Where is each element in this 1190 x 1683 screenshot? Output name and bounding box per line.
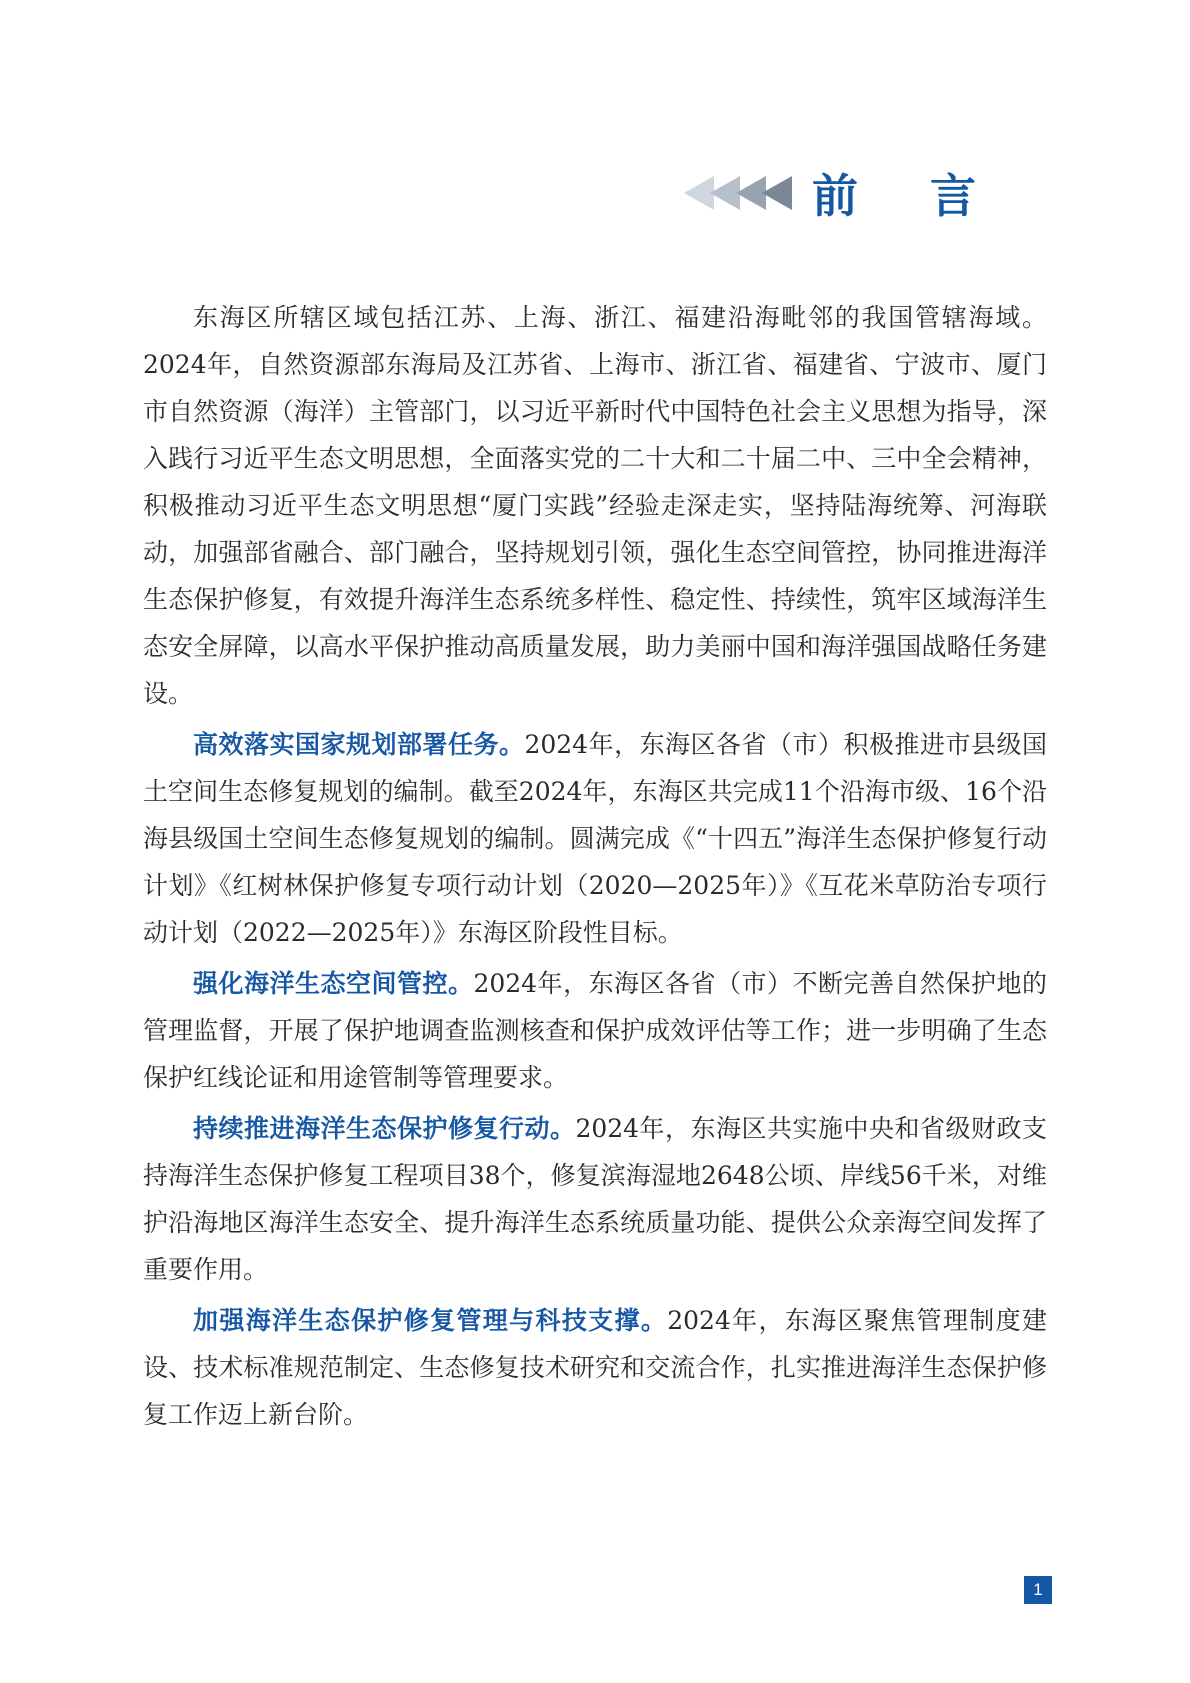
paragraph-lead: 高效落实国家规划部署任务。 — [193, 730, 525, 759]
paragraph — [143, 721, 1047, 956]
paragraph — [143, 1105, 1047, 1293]
paragraph-text: 2024年，东海区共实施中央和省级财政支持海洋生态保护修复工程项目38个，修复滨海湿地2648公顷、岸线56千米，对维护沿海地区海洋生态安全、提升海洋生态系统质量功能、提供公众亲海空间发挥了重要作用。 — [143, 1114, 1047, 1284]
section-heading — [688, 160, 1004, 226]
paragraph — [143, 960, 1047, 1101]
page-title: 前 言 — [811, 169, 1004, 223]
paragraph — [143, 1297, 1047, 1438]
paragraph-text: 东海区所辖区域包括江苏、上海、浙江、福建沿海毗邻的我国管辖海域。2024年，自然资源部东海局及江苏省、上海市、浙江省、福建省、宁波市、厦门市自然资源（海洋）主管部门，以习近平新时代中国特色社会主义思想为指导，深入践行习近平生态文明思想，全面落实党的二十大和二十届二中、三中全会精神，积极推动习近平生态文明思想“厦门实践”经验走深走实，坚持陆海统筹、河海联动，加强部省融合、部门融合，坚持规划引领，强化生态空间管控，协同推进海洋生态保护修复，有效提升海洋生态系统多样性、稳定性、持续性，筑牢区域海洋生态安全屏障，以高水平保护推动高质量发展，助力美丽中国和海洋强国战略任务建设。 — [143, 303, 1047, 708]
decorative-arrows-icon — [688, 176, 792, 210]
paragraph-text: 2024年，东海区聚焦管理制度建设、技术标准规范制定、生态修复技术研究和交流合作，扎实推进海洋生态保护修复工作迈上新台阶。 — [143, 1306, 1047, 1429]
paragraph-lead: 持续推进海洋生态保护修复行动。 — [193, 1114, 576, 1143]
paragraph-text: 2024年，东海区各省（市）不断完善自然保护地的管理监督，开展了保护地调查监测核查和保护成效评估等工作；进一步明确了生态保护红线论证和用途管制等管理要求。 — [143, 969, 1047, 1092]
paragraph-text: 2024年，东海区各省（市）积极推进市县级国土空间生态修复规划的编制。截至2024年，东海区共完成11个沿海市级、16个沿海县级国土空间生态修复规划的编制。圆满完成《“十四五”海洋生态保护修复行动计划》《红树林保护修复专项行动计划（2020—2025年）》《互花米草防治专项行动计划（2022—2025年）》东海区阶段性目标。 — [143, 730, 1047, 947]
paragraph-intro — [143, 294, 1047, 717]
body-text — [143, 294, 1047, 1442]
arrow-left-icon — [762, 176, 792, 210]
page-number-badge: 1 — [1024, 1576, 1052, 1604]
paragraph-lead: 加强海洋生态保护修复管理与科技支撑。 — [193, 1306, 668, 1335]
paragraph-lead: 强化海洋生态空间管控。 — [193, 969, 474, 998]
